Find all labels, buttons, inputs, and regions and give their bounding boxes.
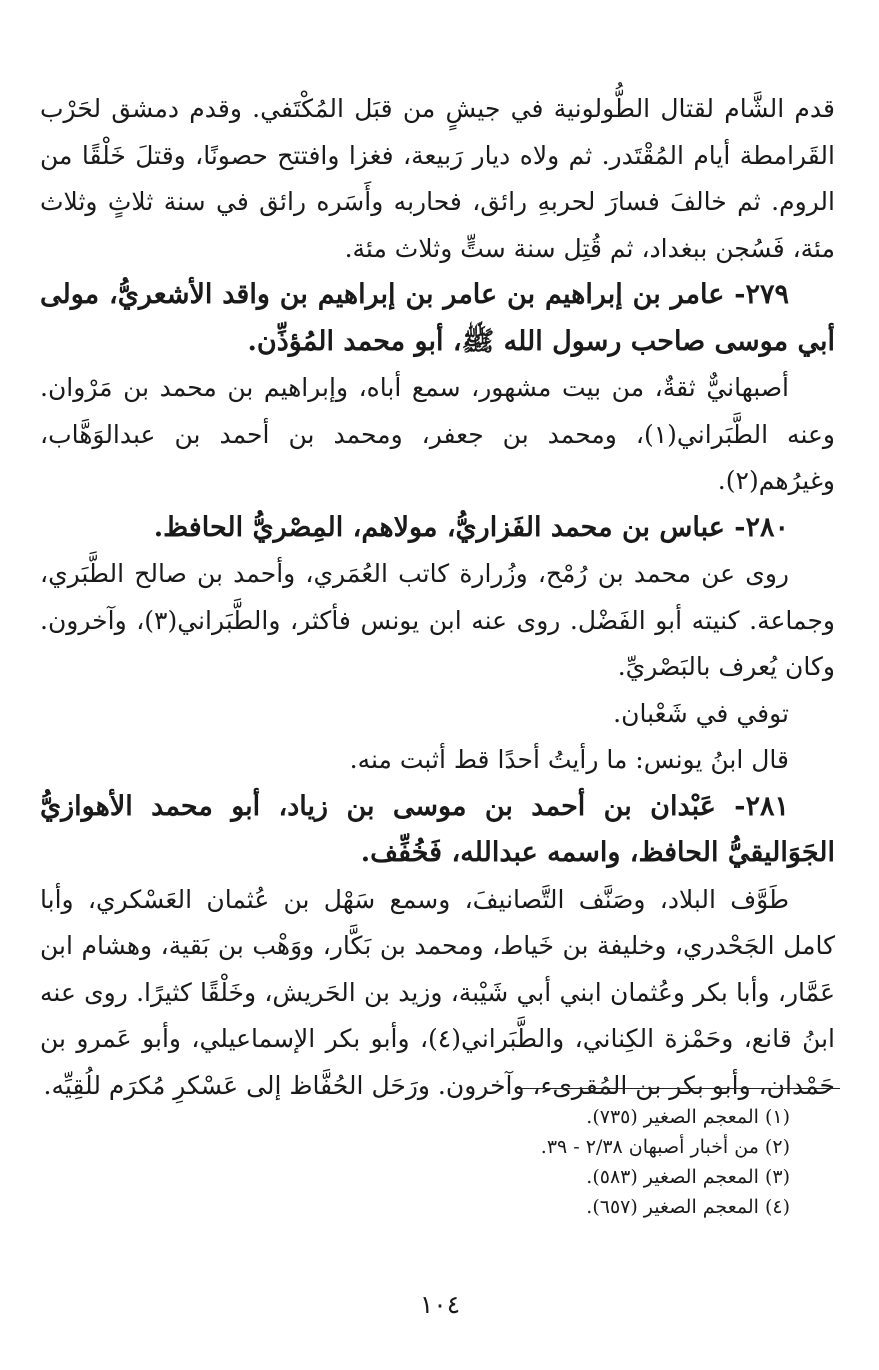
footnotes <box>300 1102 790 1222</box>
entry-280-text: روى عن محمد بن رُمْح، وزُرارة كاتب العُمَري، وأحمد بن صالح الطَّبَري، وجماعة. كنيته أبو الفَضْل. روى عنه ابن يونس فأكثر، والطَّبَراني(٣)، وآخرون. وكان يُعرف بالبَصْريِّ. <box>40 559 835 681</box>
intro-paragraph: قدم الشَّام لقتال الطُّولونية في جيشٍ من قبَل المُكْتَفي. وقدم دمشق لحَرْب القَرامطة أيام المُقْتَدر. ثم ولاه ديار رَبيعة، فغزا وافتتح حصونًا، وقتلَ خَلْقًا من الروم. ثم خالفَ فسارَ لحربهِ رائق، فحاربه وأَسَره رائق في سنة ثلاثٍ وثلاث مئة، فَسُجن ببغداد، ثم قُتِل سنة ستٍّ وثلاث مئة. <box>40 94 835 263</box>
page-number: ١٠٤ <box>419 1290 461 1319</box>
footnote: (٣) المعجم الصغير (٥٨٣). <box>586 1166 790 1188</box>
entry-280-heading: ٢٨٠- عباس بن محمد الفَزاريُّ، مولاهم، المِصْريُّ الحافظ. <box>153 511 789 543</box>
entry-281-heading: ٢٨١- عَبْدان بن أحمد بن موسى بن زياد، أبو محمد الأهوازيُّ الجَوَاليقيُّ الحافظ، واسمه عبدالله، فَخُفِّف. <box>40 790 835 868</box>
footnote: (١) المعجم الصغير (٧٣٥). <box>586 1106 790 1128</box>
entry-279-text: أصبهانيٌّ ثقةٌ، من بيت مشهور، سمع أباه، وإبراهيم بن محمد بن مَرْوان. وعنه الطَّبَراني(١)، ومحمد بن جعفر، ومحمد بن أحمد بن عبدالوَهَّاب، وغيرُهم(٢). <box>40 373 835 495</box>
entry-280-death: توفي في شَعْبان. <box>613 698 789 728</box>
entry-281-text: طَوَّف البلاد، وصَنَّف التَّصانيفَ، وسمع سَهْل بن عُثمان العَسْكري، وأبا كامل الجَحْدري، وخليفة بن خَياط، ومحمد بن بَكَّار، ووَهْب بن بَقية، وهشام ابن عَمَّار، وأبا بكر وعُثمان ابني أبي شَيْبة، وزيد بن الحَريش، وخَلْقًا كثيرًا. روى عنه ابنُ قانع، وحَمْزة الكِناني، والطَّبَراني(٤)، وأبو بكر الإسماعيلي، وأبو عَمرو بن حَمْدان، وأبو بكر بن المُقرىء، وآخرون. ورَحَل الحُفَّاظ إلى عَسْكرِ مُكرَم للُقِيِّه. <box>40 884 836 1100</box>
footnote-divider <box>515 1088 840 1089</box>
entry-280-quote: قال ابنُ يونس: ما رأيتُ أحدًا قط أثبت منه. <box>349 745 789 774</box>
footnote: (٤) المعجم الصغير (٦٥٧). <box>586 1196 790 1218</box>
entry-279-heading: ٢٧٩- عامر بن إبراهيم بن عامر بن إبراهيم بن واقد الأشعريُّ، مولى أبي موسى صاحب رسول الله ﷺ، أبو محمد المُؤذِّن. <box>40 279 835 357</box>
footnote: (٢) من أخبار أصبهان ٢/٣٨ - ٣٩. <box>540 1136 790 1158</box>
main-text <box>40 86 835 1109</box>
